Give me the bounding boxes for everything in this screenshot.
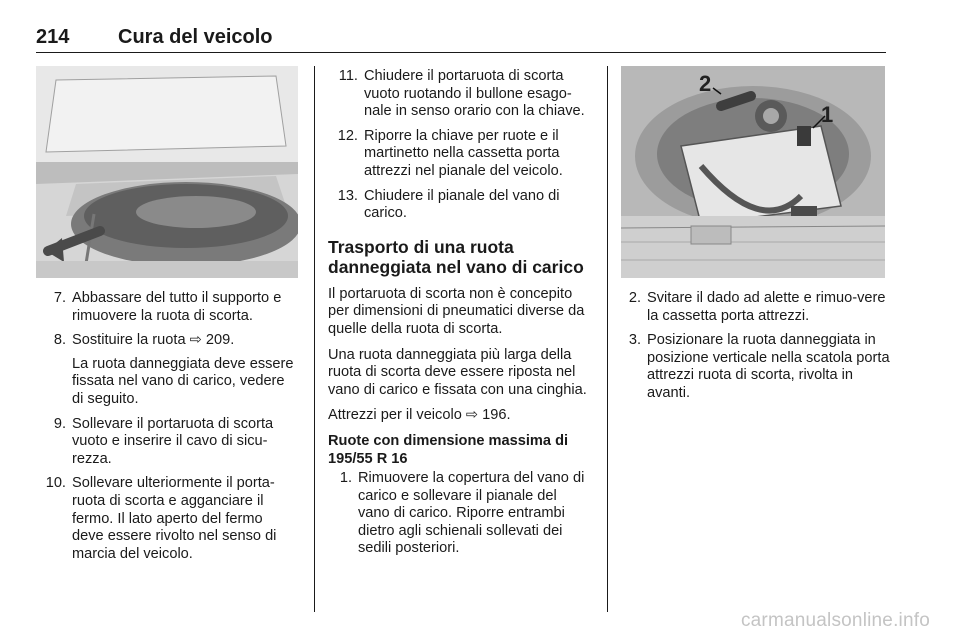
step-number: 1. bbox=[339, 470, 352, 487]
step-9 bbox=[36, 416, 298, 469]
step-text: Rimuovere la copertura del vano di carico e sollevare il pianale del vano di carico. Riporre entrambi dietro agli schienali sollevati dei sedili posteriori. bbox=[358, 470, 585, 557]
step-number: 7. bbox=[53, 290, 66, 306]
step-number: 3. bbox=[628, 332, 641, 349]
column-3 bbox=[621, 290, 891, 410]
spare-wheel-illustration bbox=[36, 66, 298, 278]
paragraph: Il portaruota di scorta non è concepito per dimensioni di pneumatici diverse da quelle della ruota di scorta. bbox=[328, 285, 585, 337]
step-3 bbox=[621, 332, 891, 402]
watermark: carmanualsonline.info bbox=[740, 610, 930, 631]
step-number: 11. bbox=[338, 68, 358, 84]
column-2 bbox=[328, 68, 590, 565]
column-divider bbox=[314, 66, 315, 612]
step-number: 13. bbox=[337, 187, 358, 204]
section-heading: Trasporto di una ruota danneggiata nel vano di carico bbox=[328, 236, 584, 277]
sub-heading: Ruote con dimensione massima di 195/55 R 16 bbox=[328, 432, 569, 467]
cross-reference: Attrezzi per il veicolo ⇨ 196. bbox=[328, 407, 511, 424]
step-text: Sollevare ulteriormente il porta-ruota di scorta e agganciare il fermo. Il lato aperto del fermo deve essere rivolto nel senso di marcia del veicolo. bbox=[72, 475, 277, 562]
step-12 bbox=[328, 128, 590, 181]
column-divider bbox=[607, 66, 608, 612]
figure-label-1: 1 bbox=[821, 102, 834, 127]
step-10 bbox=[36, 475, 298, 563]
step-text: Sostituire la ruota ⇨ 209. bbox=[72, 332, 235, 349]
step-11 bbox=[328, 68, 590, 121]
step-number: 12. bbox=[337, 127, 358, 144]
step-2 bbox=[621, 290, 891, 325]
step-text: Posizionare la ruota danneggiata in posizione verticale nella scatola porta attrezzi ruota di scorta, rivolta in avanti. bbox=[647, 332, 890, 401]
paragraph: Una ruota danneggiata più larga della ruota di scorta deve essere riposta nel vano di carico e fissata con una cinghia. bbox=[328, 346, 587, 398]
step-text: Svitare il dado ad alette e rimuo-vere la cassetta porta attrezzi. bbox=[647, 290, 886, 324]
step-text: Chiudere il pianale del vano di carico. bbox=[364, 187, 560, 222]
sub-step-1 bbox=[328, 470, 590, 558]
page-title: Cura del veicolo bbox=[118, 26, 273, 48]
step-number: 8. bbox=[53, 332, 66, 349]
tool-kit-drawing bbox=[621, 66, 885, 278]
step-text: Sollevare il portaruota di scorta vuoto e inserire il cavo di sicu-rezza. bbox=[72, 415, 274, 467]
figure-label-2: 2 bbox=[699, 71, 712, 96]
tool-kit-illustration bbox=[621, 66, 885, 278]
step-13 bbox=[328, 188, 590, 223]
page-number: 214 bbox=[36, 26, 70, 48]
spare-wheel-drawing bbox=[36, 66, 298, 278]
page-header bbox=[36, 26, 886, 53]
step-7 bbox=[36, 290, 298, 325]
step-text: Chiudere il portaruota di scorta vuoto ruotando il bullone esago-nale in senso orario con la chiave. bbox=[364, 68, 585, 120]
step-number: 2. bbox=[628, 290, 641, 306]
column-1 bbox=[36, 290, 298, 570]
step-number: 10. bbox=[45, 475, 66, 492]
step-number: 9. bbox=[53, 415, 66, 432]
step-note: La ruota danneggiata deve essere fissata nel vano di carico, vedere di seguito. bbox=[72, 355, 294, 407]
step-text: Riporre la chiave per ruote e il martinetto nella cassetta porta attrezzi nel pianale del veicolo. bbox=[364, 127, 563, 179]
step-text: Abbassare del tutto il supporto e rimuovere la ruota di scorta. bbox=[72, 290, 282, 324]
step-8 bbox=[36, 332, 298, 408]
